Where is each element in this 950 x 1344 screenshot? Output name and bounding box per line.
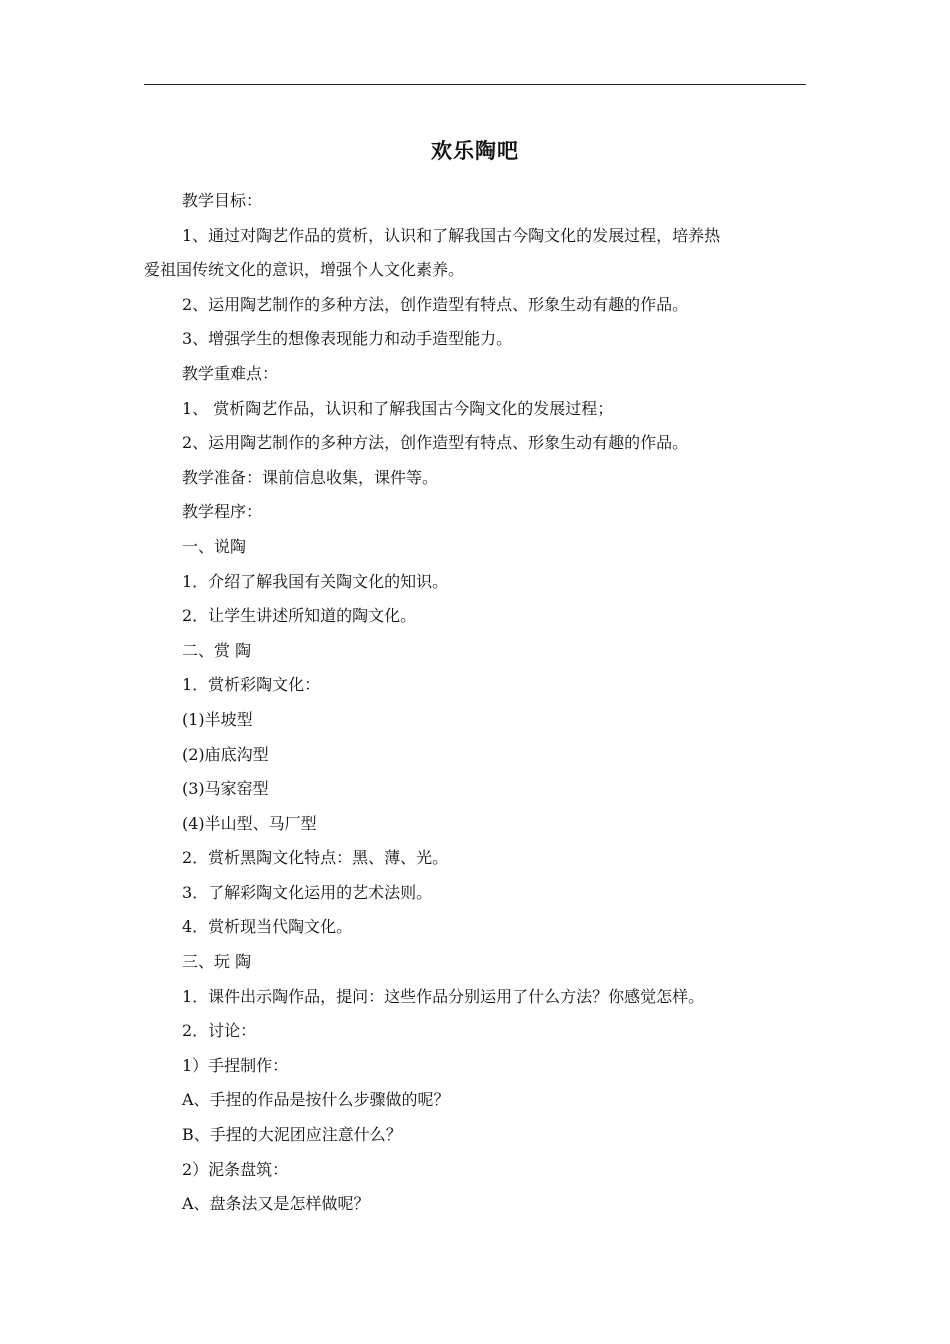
- text-line: 三、玩 陶: [182, 952, 252, 972]
- text-line: (2)庙底沟型: [182, 744, 269, 764]
- text-line: 2．讨论：: [182, 1021, 257, 1041]
- text-line: 教学程序：: [182, 502, 263, 522]
- text-line: A、手捏的作品是按什么步骤做的呢？: [182, 1090, 450, 1110]
- text-line: 2、运用陶艺制作的多种方法，创作造型有特点、形象生动有趣的作品。: [182, 433, 689, 453]
- text-line: 1）手捏制作：: [182, 1055, 289, 1075]
- text-line: 1．课件出示陶作品，提问：这些作品分别运用了什么方法？你感觉怎样。: [182, 986, 705, 1006]
- text-line: A、盘条法又是怎样做呢？: [182, 1194, 370, 1214]
- text-line: 教学目标：: [182, 191, 263, 210]
- text-line: 2）泥条盘筑：: [182, 1159, 289, 1179]
- text-line: 3、增强学生的想像表现能力和动手造型能力。: [182, 329, 513, 349]
- text-line: 教学准备：课前信息收集，课件等。: [182, 467, 439, 487]
- text-line: 2、运用陶艺制作的多种方法，创作造型有特点、形象生动有趣的作品。: [182, 294, 689, 314]
- text-line: 4．赏析现当代陶文化。: [182, 917, 353, 937]
- text-line: 爱祖国传统文化的意识，增强个人文化素养。: [144, 260, 465, 280]
- text-line: (4)半山型、马厂型: [182, 813, 317, 833]
- text-line: 2．赏析黑陶文化特点：黑、薄、光。: [182, 848, 449, 868]
- text-line: (3)马家窑型: [182, 779, 269, 799]
- text-line: 1．介绍了解我国有关陶文化的知识。: [182, 571, 449, 591]
- text-line: 3．了解彩陶文化运用的艺术法则。: [182, 882, 433, 902]
- text-line: 1．赏析彩陶文化：: [182, 675, 321, 695]
- text-line: 一、说陶: [182, 536, 247, 556]
- text-line: (1)半坡型: [182, 709, 253, 729]
- text-line: B、手捏的大泥团应注意什么？: [182, 1125, 402, 1145]
- text-line: 二、赏 陶: [182, 640, 252, 660]
- header-rule: [144, 84, 806, 85]
- document-body: [144, 184, 806, 1222]
- text-line: 1、通过对陶艺作品的赏析，认识和了解我国古今陶文化的发展过程，培养热: [182, 225, 721, 245]
- document-title: 欢乐陶吧: [431, 139, 519, 163]
- text-line: 2．让学生讲述所知道的陶文化。: [182, 606, 417, 626]
- text-line: 教学重难点：: [182, 363, 279, 383]
- text-line: 1、 赏析陶艺作品，认识和了解我国古今陶文化的发展过程；: [182, 398, 614, 418]
